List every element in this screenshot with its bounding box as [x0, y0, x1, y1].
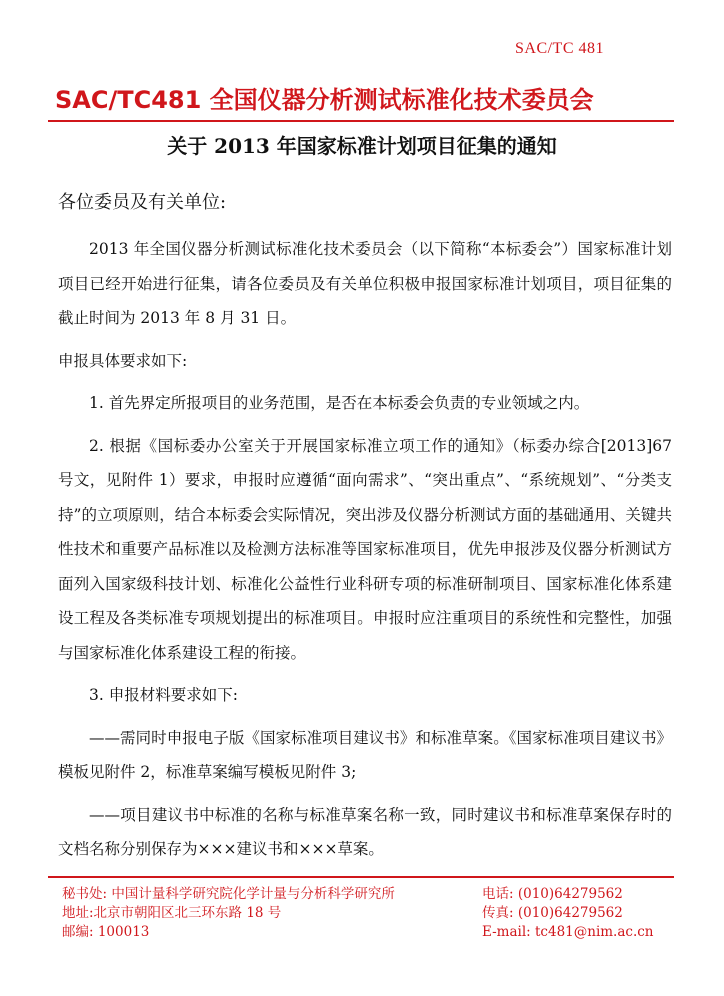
phone: 电话: (010)64279562 — [482, 886, 623, 902]
salutation: 各位委员及有关单位: — [58, 192, 227, 213]
postcode: 邮编: 100013 — [62, 924, 150, 940]
paragraph-intro: 2013 年全国仪器分析测试标准化技术委员会（以下简称“本标委会”）国家标准计划项目已经开始进行征集，请各位委员及有关单位积极申报国家标准计划项目，项目征集的截止时间为 2013 年 8 月 31 日。 — [58, 240, 672, 327]
paragraph-item-3: 3. 申报材料要求如下: — [89, 686, 238, 704]
footer-contact-block — [482, 885, 654, 942]
footer-divider — [48, 876, 674, 878]
footer-address-block — [62, 885, 395, 942]
organization-name: SAC/TC481 全国仪器分析测试标准化技术委员会 — [55, 86, 594, 114]
fax: 传真: (010)64279562 — [482, 905, 623, 921]
header-divider — [48, 120, 674, 122]
paragraph-item-1: 1. 首先界定所报项目的业务范围，是否在本标委会负责的专业领域之内。 — [89, 394, 590, 412]
email-link[interactable]: E-mail: tc481@nim.ac.cn — [482, 924, 654, 940]
paragraph-item-2: 2. 根据《国标委办公室关于开展国家标准立项工作的通知》（标委办综合[2013]67 号文，见附件 1）要求，申报时应遵循“面向需求”、“突出重点”、“系统规划”、“分类支持”的立项原则，结合本标委会实际情况，突出涉及仪器分析测试方面的基础通用、关键共性技术和重要产品标准以及检测方法标准等国家标准项目，优先申报涉及仪器分析测试方面列入国家级科技计划、标准化公益性行业科研专项的标准研制项目、国家标准化体系建设工程及各类标准专项规划提出的标准项目。申报时应注重项目的系统性和完整性，加强与国家标准化体系建设工程的衔接。 — [58, 436, 672, 662]
document-title: 关于 2013 年国家标准计划项目征集的通知 — [167, 134, 557, 158]
address: 地址:北京市朝阳区北三环东路 18 号 — [62, 905, 282, 921]
paragraph-requirements-lead: 申报具体要求如下: — [58, 351, 188, 370]
paragraph-materials-1: ——需同时申报电子版《国家标准项目建议书》和标准草案。《国家标准项目建议书》模板见附件 2，标准草案编写模板见附件 3; — [58, 728, 672, 781]
secretariat: 秘书处: 中国计量科学研究院化学计量与分析科学研究所 — [62, 886, 395, 902]
document-body — [58, 232, 672, 875]
committee-code: SAC/TC 481 — [514, 40, 604, 57]
paragraph-materials-2: ——项目建议书中标准的名称与标准草案名称一致，同时建议书和标准草案保存时的文档名称分别保存为×××建议书和×××草案。 — [58, 805, 672, 858]
